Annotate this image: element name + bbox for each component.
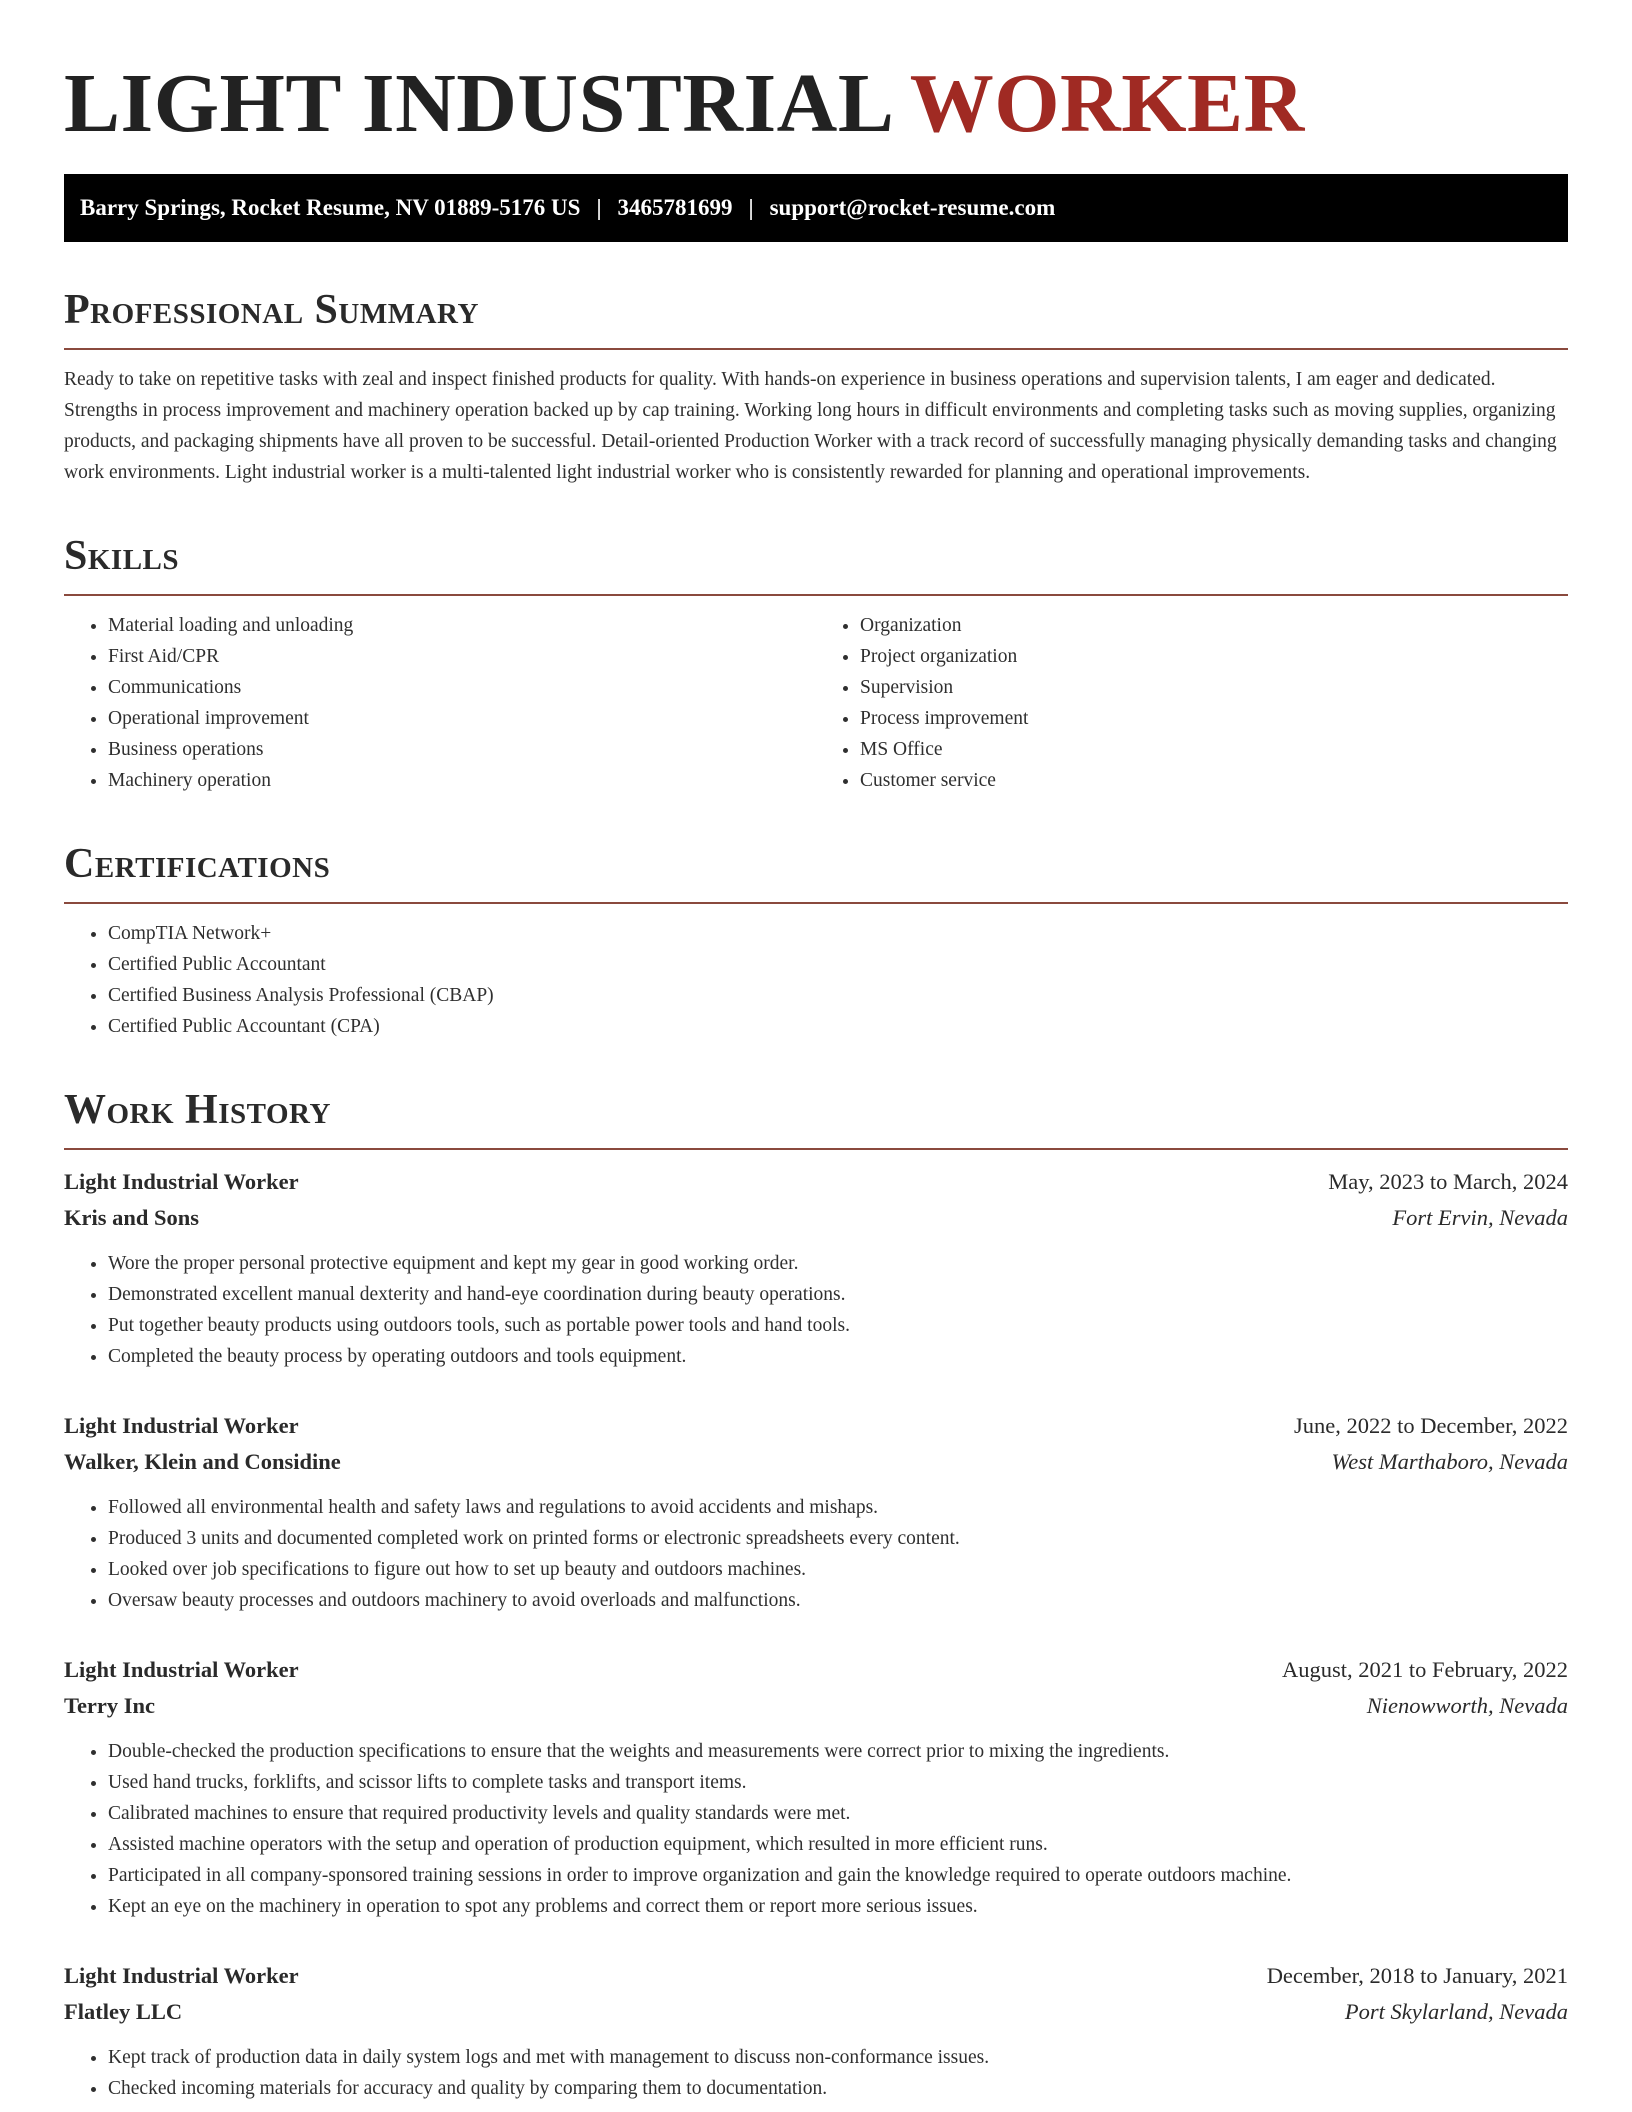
job-company: Walker, Klein and Considine: [64, 1449, 341, 1474]
job-bullet: • Double-checked the production specifications to ensure that the weights and measurements were correct prior to mixing the ingredients.: [108, 1736, 1568, 1767]
skill-item: • Operational improvement: [108, 703, 816, 734]
skill-item: • Project organization: [860, 641, 1568, 672]
job-bullet: • Assisted machine operators with the setup and operation of production equipment, which resulted in more efficient runs.: [108, 1829, 1568, 1860]
certification-item: • Certified Public Accountant: [108, 949, 1568, 980]
job-bullets: [64, 2042, 1568, 2104]
skill-item: • Supervision: [860, 672, 1568, 703]
job-bullet: • Calibrated machines to ensure that required productivity levels and quality standards were met.: [108, 1798, 1568, 1829]
job-bullet: • Participated in all company-sponsored training sessions in order to improve organization and gain the knowledge required to operate outdoors machine.: [108, 1860, 1568, 1891]
contact-separator: |: [748, 195, 754, 220]
contact-phone: 3465781699: [617, 195, 733, 220]
certifications-heading: Certifications: [64, 841, 331, 887]
work-history-section: [64, 1086, 1568, 2104]
section-divider: [64, 594, 1568, 596]
work-history-heading: Work History: [64, 1087, 331, 1133]
job-location: West Marthaboro, Nevada: [1331, 1449, 1568, 1474]
job-location: Nienowworth, Nevada: [1366, 1693, 1568, 1718]
skill-item: • Organization: [860, 610, 1568, 641]
resume-title: [64, 56, 1568, 152]
job-location: Port Skylarland, Nevada: [1344, 1999, 1568, 2024]
skill-item: • Business operations: [108, 734, 816, 765]
job-dates: June, 2022 to December, 2022: [1293, 1413, 1568, 1438]
job-bullet: • Oversaw beauty processes and outdoors machinery to avoid overloads and malfunctions.: [108, 1585, 1568, 1616]
skill-item: • Customer service: [860, 765, 1568, 796]
title-main: LIGHT INDUSTRIAL: [64, 57, 890, 150]
skill-item: • MS Office: [860, 734, 1568, 765]
job-bullets: [64, 1248, 1568, 1372]
contact-email: support@rocket-resume.com: [769, 195, 1056, 220]
certification-item: • Certified Public Accountant (CPA): [108, 1011, 1568, 1042]
job-entry: [64, 1408, 1568, 1616]
skill-item: • Machinery operation: [108, 765, 816, 796]
summary-heading: Professional Summary: [64, 287, 479, 333]
contact-bar: [64, 174, 1568, 242]
job-company: Kris and Sons: [64, 1205, 200, 1230]
job-bullet: • Kept an eye on the machinery in operation to spot any problems and correct them or report more serious issues.: [108, 1891, 1568, 1922]
job-bullet: • Looked over job specifications to figure out how to set up beauty and outdoors machines.: [108, 1554, 1568, 1585]
job-company: Flatley LLC: [64, 1999, 183, 2024]
job-dates: August, 2021 to February, 2022: [1281, 1657, 1568, 1682]
certifications-section: [64, 840, 1568, 1042]
skill-item: • Process improvement: [860, 703, 1568, 734]
job-title: Light Industrial Worker: [64, 1657, 299, 1682]
job-bullet: • Kept track of production data in daily system logs and met with management to discuss non-conformance issues.: [108, 2042, 1568, 2073]
job-entry: [64, 1164, 1568, 1372]
section-divider: [64, 902, 1568, 904]
summary-section: [64, 286, 1568, 488]
job-title: Light Industrial Worker: [64, 1169, 299, 1194]
job-bullet: • Put together beauty products using outdoors tools, such as portable power tools and hand tools.: [108, 1310, 1568, 1341]
job-dates: May, 2023 to March, 2024: [1328, 1169, 1568, 1194]
section-divider: [64, 1148, 1568, 1150]
certifications-list: [64, 918, 1568, 1042]
skill-item: • Material loading and unloading: [108, 610, 816, 641]
job-location: Fort Ervin, Nevada: [1392, 1205, 1568, 1230]
job-entry: [64, 1652, 1568, 1922]
certification-item: • CompTIA Network+: [108, 918, 1568, 949]
job-bullet: • Checked incoming materials for accuracy and quality by comparing them to documentation.: [108, 2073, 1568, 2104]
job-company: Terry Inc: [64, 1693, 156, 1718]
job-bullet: • Wore the proper personal protective equipment and kept my gear in good working order.: [108, 1248, 1568, 1279]
job-bullet: • Used hand trucks, forklifts, and scissor lifts to complete tasks and transport items.: [108, 1767, 1568, 1798]
job-bullets: [64, 1736, 1568, 1922]
title-accent: WORKER: [909, 57, 1305, 150]
skills-list-right: [816, 610, 1568, 796]
job-bullet: • Completed the beauty process by operating outdoors and tools equipment.: [108, 1341, 1568, 1372]
skill-item: • First Aid/CPR: [108, 641, 816, 672]
job-bullets: [64, 1492, 1568, 1616]
skills-section: [64, 532, 1568, 796]
job-bullet: • Produced 3 units and documented completed work on printed forms or electronic spreadsheets every content.: [108, 1523, 1568, 1554]
skills-heading: Skills: [64, 533, 180, 579]
contact-separator: |: [596, 195, 602, 220]
job-bullet: • Demonstrated excellent manual dexterity and hand-eye coordination during beauty operations.: [108, 1279, 1568, 1310]
job-title: Light Industrial Worker: [64, 1413, 299, 1438]
job-title: Light Industrial Worker: [64, 1963, 299, 1988]
skills-grid: [64, 610, 1568, 796]
contact-address: Barry Springs, Rocket Resume, NV 01889-5176 US: [80, 195, 581, 220]
section-divider: [64, 348, 1568, 350]
summary-text: Ready to take on repetitive tasks with zeal and inspect finished products for quality. With hands-on experience in business operations and supervision talents, I am eager and dedicated. Strengths in process improvement and machinery operation backed up by cap training. Working long hours in difficult environments and completing tasks such as moving supplies, organizing products, and packaging shipments have all proven to be successful. Detail-oriented Production Worker with a track record of successfully managing physically demanding tasks and changing work environments. Light industrial worker is a multi-talented light industrial worker who is consistently rewarded for planning and operational improvements.: [64, 369, 1557, 483]
certification-item: • Certified Business Analysis Professional (CBAP): [108, 980, 1568, 1011]
job-bullet: • Followed all environmental health and safety laws and regulations to avoid accidents and mishaps.: [108, 1492, 1568, 1523]
skill-item: • Communications: [108, 672, 816, 703]
skills-list-left: [64, 610, 816, 796]
job-entry: [64, 1958, 1568, 2104]
job-dates: December, 2018 to January, 2021: [1266, 1963, 1568, 1988]
